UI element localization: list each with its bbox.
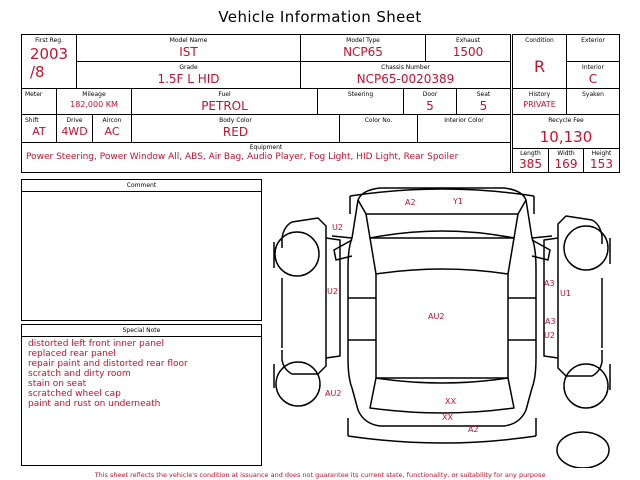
- history-cell: [513, 89, 567, 115]
- model-type-label: Model Type: [346, 37, 380, 44]
- comment-label: Comment: [22, 180, 261, 192]
- height-label: Height: [591, 150, 612, 157]
- steering-cell: [318, 89, 404, 115]
- history-value: PRIVATE: [523, 100, 556, 109]
- color-no-cell: [340, 115, 418, 143]
- damage-mark: AU2: [428, 312, 445, 321]
- vehicle-info-table: [21, 34, 511, 173]
- door-cell: [404, 89, 457, 115]
- interior-cell: [567, 62, 620, 89]
- seat-label: Seat: [476, 91, 491, 98]
- recycle-fee-value: 10,130: [539, 128, 593, 146]
- first-reg-cell: [22, 35, 77, 89]
- mileage-label: Mileage: [82, 91, 106, 98]
- drive-label: Drive: [66, 117, 83, 124]
- model-name-value: IST: [179, 45, 198, 59]
- exhaust-value: 1500: [452, 45, 484, 59]
- chassis-number-label: Chassis Number: [381, 64, 430, 71]
- grade-value: 1.5F L HID: [157, 72, 220, 86]
- damage-mark: A2: [405, 198, 416, 207]
- length-value: 385: [519, 157, 542, 171]
- mileage-value: 182,000 KM: [70, 100, 118, 109]
- grade-label: Grade: [179, 64, 198, 71]
- special-note-box: [21, 324, 262, 466]
- height-value: 153: [590, 157, 613, 171]
- damage-mark: U2: [327, 287, 338, 296]
- special-note-item: scratch and dirty room: [28, 369, 131, 379]
- condition-cell: [513, 35, 567, 89]
- first-reg-label: First Reg.: [35, 37, 63, 44]
- damage-mark: A3: [545, 317, 556, 326]
- comment-box: [21, 179, 262, 321]
- width-label: Width: [557, 150, 575, 157]
- fuel-label: Fuel: [218, 91, 231, 98]
- damage-mark: A2: [468, 425, 479, 434]
- recycle-fee-label: Recycle Fee: [548, 117, 584, 124]
- exterior-label: Exterior: [581, 37, 605, 44]
- special-note-item: distorted left front inner panel: [28, 339, 164, 349]
- exhaust-cell: [426, 35, 511, 62]
- body-color-label: Body Color: [219, 117, 252, 124]
- shift-value: AT: [32, 125, 46, 138]
- equipment-label: Equipment: [249, 144, 283, 151]
- equipment-value: Power Steering, Power Window All, ABS, Air Bag, Audio Player, Fog Light, HID Light, Rear Spoiler: [26, 152, 459, 162]
- length-cell: [513, 149, 549, 173]
- interior-value: C: [588, 72, 598, 86]
- shift-label: Shift: [25, 117, 39, 124]
- steering-label: Steering: [347, 91, 374, 98]
- history-label: History: [528, 91, 551, 98]
- seat-value: 5: [479, 99, 488, 113]
- aircon-label: Aircon: [102, 117, 122, 124]
- meter-cell: [22, 89, 57, 115]
- comment-text: [22, 192, 261, 194]
- equipment-cell: [22, 143, 511, 173]
- mileage-cell: [57, 89, 132, 115]
- meter-label: Meter: [25, 91, 43, 98]
- front-bumper: [350, 189, 534, 214]
- interior-color-cell: [418, 115, 511, 143]
- height-cell: [584, 149, 620, 173]
- width-value: 169: [554, 157, 578, 171]
- damage-mark: XX: [445, 397, 456, 406]
- rear-left-wheel-icon: [276, 362, 320, 406]
- damage-mark: AU2: [325, 389, 342, 398]
- fuel-value: PETROL: [201, 99, 248, 113]
- shift-cell: [22, 115, 57, 143]
- syaken-cell: [567, 89, 620, 115]
- aircon-cell: [93, 115, 132, 143]
- door-value: 5: [426, 99, 434, 113]
- special-note-item: stain on seat: [28, 379, 87, 389]
- damage-mark: U2: [332, 223, 343, 232]
- disclaimer-footer: This sheet reflects the vehicle's condition at issuance and does not guarantee its current state, functionality, or suitability for any purpose: [94, 471, 546, 479]
- drive-value: 4WD: [61, 125, 88, 138]
- width-cell: [549, 149, 584, 173]
- exhaust-label: Exhaust: [455, 37, 481, 44]
- model-name-label: Model Name: [169, 37, 208, 44]
- first-reg-year: 2003: [29, 45, 69, 63]
- chassis-number-cell: [301, 62, 511, 89]
- left-side-profile: [282, 218, 326, 374]
- drive-cell: [57, 115, 93, 143]
- aircon-value: AC: [104, 125, 120, 138]
- model-type-value: NCP65: [343, 45, 383, 59]
- seat-cell: [457, 89, 511, 115]
- condition-value: R: [533, 57, 546, 76]
- damage-mark: U1: [560, 289, 571, 298]
- special-note-list: [22, 337, 261, 411]
- exterior-cell: [567, 35, 620, 62]
- first-reg-month: /8: [30, 63, 45, 81]
- rear-window: [370, 378, 514, 413]
- damage-mark: A3: [544, 279, 555, 288]
- damage-mark: U2: [544, 331, 555, 340]
- condition-table: [512, 34, 620, 173]
- damage-mark: XX: [442, 413, 453, 422]
- special-note-item: paint and rust on underneath: [28, 399, 161, 409]
- recycle-fee-cell: [513, 115, 620, 149]
- special-note-item: scratched wheel cap: [28, 389, 121, 399]
- syaken-label: Syaken: [582, 91, 604, 98]
- door-label: Door: [422, 91, 438, 98]
- chassis-number-value: NCP65-0020389: [356, 72, 455, 86]
- damage-mark: Y1: [453, 197, 463, 206]
- body-color-value: RED: [222, 125, 249, 139]
- fuel-cell: [132, 89, 318, 115]
- roof: [376, 274, 508, 378]
- special-note-label: Special Note: [22, 325, 261, 337]
- color-no-label: Color No.: [364, 117, 393, 124]
- interior-color-label: Interior Color: [444, 117, 484, 124]
- car-damage-diagram: [270, 178, 620, 468]
- special-note-item: replaced rear panel: [28, 349, 116, 359]
- interior-label: Interior: [582, 64, 604, 71]
- length-label: Length: [520, 150, 541, 157]
- body-color-cell: [132, 115, 340, 143]
- rear-right-wheel-icon: [564, 364, 608, 408]
- special-note-item: repair paint and distorted rear floor: [28, 359, 188, 369]
- condition-label: Condition: [525, 37, 554, 44]
- grade-cell: [77, 62, 301, 89]
- model-name-cell: [77, 35, 301, 62]
- sheet-title: Vehicle Information Sheet: [218, 8, 422, 26]
- model-type-cell: [301, 35, 426, 62]
- spare-wheel-icon: [557, 432, 609, 468]
